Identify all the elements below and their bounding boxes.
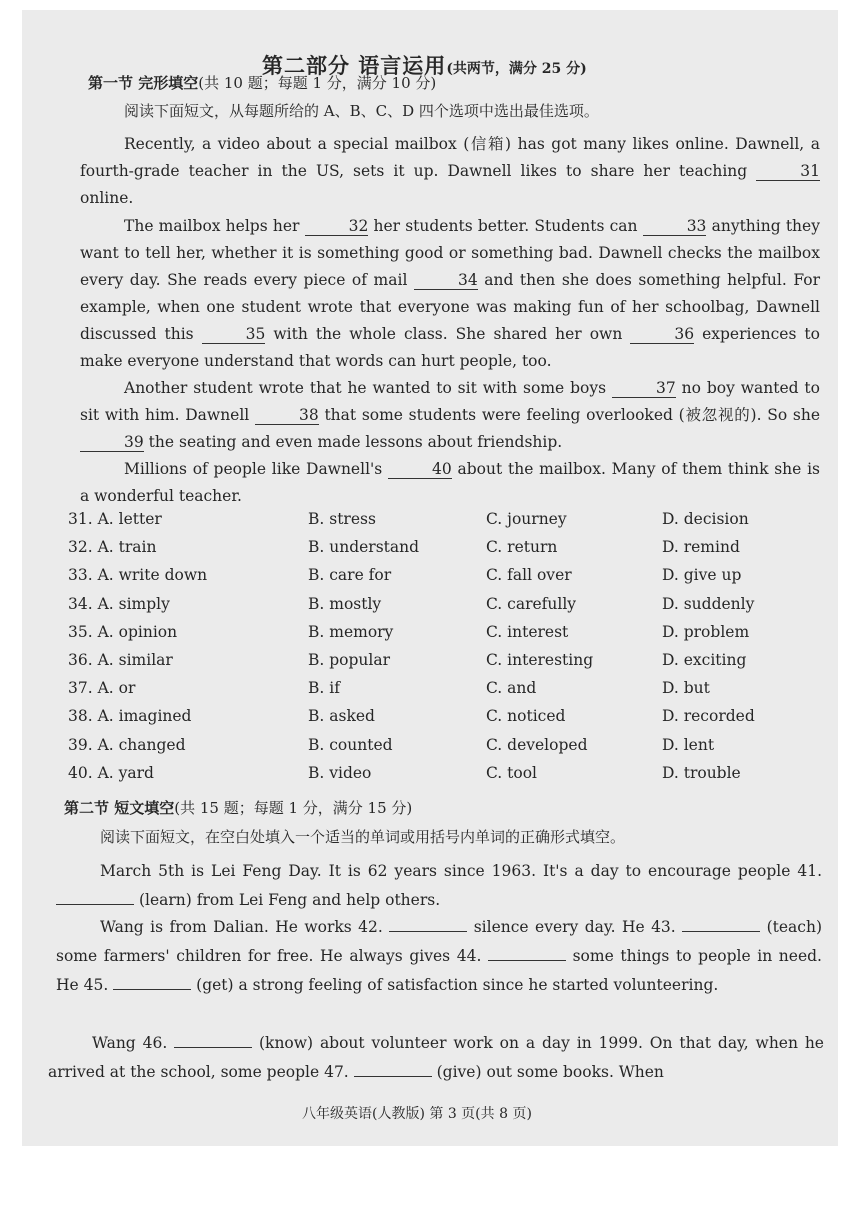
blank-40: 40 (388, 460, 452, 479)
text: The mailbox helps her (124, 217, 300, 235)
section2-paragraph-2 (56, 913, 822, 1000)
option-36-c: C. interesting (486, 651, 594, 669)
option-32-d: D. remind (662, 538, 740, 557)
page-footer: 八年级英语(人教版) 第 3 页(共 8 页) (302, 1106, 532, 1122)
text: Wang 46. (92, 1034, 168, 1052)
blank-36: 36 (630, 325, 694, 344)
option-40-b: B. video (308, 763, 372, 782)
text: (learn) from Lei Feng and help others. (138, 891, 441, 909)
part-title-text: 第二部分 语言运用 (262, 53, 447, 78)
text: her students better. Students can (373, 217, 638, 235)
text: (give) out some books. When (436, 1063, 664, 1081)
blank-45[interactable] (113, 975, 191, 990)
text: silence every day. He 43. (473, 918, 676, 936)
blank-35: 35 (202, 325, 266, 344)
option-37-c: C. and (486, 679, 537, 698)
option-38-d: D. recorded (662, 707, 755, 726)
option-35-d: D. problem (662, 622, 750, 641)
option-31-a: 31. A. letter (68, 510, 162, 528)
option-31-d: D. decision (662, 510, 749, 528)
text: (teach) some farmers' children for free. He always gives 44. (56, 918, 822, 965)
text: Another student wrote that he wanted to sit with some boys (124, 379, 607, 397)
blank-46[interactable] (174, 1033, 252, 1048)
section1-heading (88, 72, 436, 93)
option-39-a: 39. A. changed (68, 735, 186, 754)
text: online. (80, 189, 134, 207)
option-35-c: C. interest (486, 622, 569, 641)
option-40-c: C. tool (486, 763, 538, 782)
blank-42[interactable] (389, 917, 467, 932)
text: anything they want to tell her, whether it is something good or something bad. Dawnell checks the mailbox every day. She reads every piece of mail (80, 217, 820, 289)
blank-44[interactable] (488, 946, 566, 961)
option-36-b: B. popular (308, 651, 391, 669)
text: Millions of people like Dawnell's (124, 460, 383, 478)
option-32-b: B. understand (308, 538, 420, 557)
text: the seating and even made lessons about friendship. (148, 433, 563, 451)
section2-note: (共 15 题；每题 1 分，满分 15 分) (174, 799, 413, 817)
text: (know) about volunteer work on a day in 1999. On that day, when he arrived at the school, some people 47. (48, 1034, 824, 1081)
blank-34: 34 (414, 271, 478, 290)
option-32-c: C. return (486, 538, 558, 557)
blank-41[interactable] (56, 890, 134, 905)
section2-paragraph-3 (48, 1029, 824, 1087)
option-38-b: B. asked (308, 707, 375, 726)
text: 41. (797, 862, 823, 880)
option-34-a: 34. A. simply (68, 594, 170, 613)
option-40-a: 40. A. yard (68, 763, 154, 782)
option-40-d: D. trouble (662, 763, 741, 782)
blank-31: 31 (756, 162, 820, 181)
section2-instruction: 阅读下面短文，在空白处填入一个适当的单词或用括号内单词的正确形式填空。 (100, 828, 626, 846)
option-37-b: B. if (308, 679, 340, 698)
option-33-d: D. give up (662, 566, 742, 585)
passage-paragraph-2 (80, 213, 820, 375)
option-33-b: B. care for (308, 566, 392, 585)
blank-47[interactable] (354, 1062, 432, 1077)
text: (get) a strong feeling of satisfaction since he started volunteering. (196, 976, 719, 994)
option-37-a: 37. A. or (68, 679, 136, 698)
blank-39: 39 (80, 433, 144, 452)
option-39-c: C. developed (486, 735, 588, 754)
text: about the mailbox. Many of them think she is a wonderful teacher. (80, 460, 820, 505)
option-38-a: 38. A. imagined (68, 707, 192, 726)
text: Wang is from Dalian. He works 42. (100, 918, 383, 936)
text: March 5th is Lei Feng Day. It is 62 years since 1963. It's a day to encourage people (100, 862, 791, 880)
section2-paragraph-1 (56, 857, 822, 915)
blank-32: 32 (305, 217, 369, 236)
option-33-a: 33. A. write down (68, 566, 208, 585)
option-35-b: B. memory (308, 622, 394, 641)
blank-33: 33 (643, 217, 707, 236)
section2-heading (64, 797, 412, 818)
section1-instruction: 阅读下面短文，从每题所给的 A、B、C、D 四个选项中选出最佳选项。 (124, 102, 599, 120)
section2-title: 第二节 短文填空 (64, 799, 175, 817)
option-34-d: D. suddenly (662, 594, 755, 613)
text: some things to people in need. He 45. (56, 947, 822, 994)
section1-title: 第一节 完形填空 (88, 74, 199, 92)
text: that some students were feeling overlooked (被忽视的). So she (324, 406, 821, 424)
section1-note: (共 10 题；每题 1 分，满分 10 分) (198, 74, 437, 92)
blank-43[interactable] (682, 917, 760, 932)
option-32-a: 32. A. train (68, 538, 157, 557)
part-note: (共两节，满分 25 分) (446, 61, 587, 77)
option-35-a: 35. A. opinion (68, 622, 178, 641)
option-31-c: C. journey (486, 510, 567, 528)
passage-paragraph-3 (80, 375, 820, 456)
text: Recently, a video about a special mailbox (信箱) has got many likes online. Dawnell, a fourth-grade teacher in the US, sets it up. Dawnell likes to share her teaching (80, 135, 820, 180)
text: and then she does something helpful. For example, when one student wrote that everyone was making fun of her schoolbag, Dawnell discussed this (80, 271, 820, 343)
option-36-a: 36. A. similar (68, 651, 173, 669)
option-33-c: C. fall over (486, 566, 572, 585)
blank-37: 37 (612, 379, 676, 398)
option-36-d: D. exciting (662, 651, 747, 669)
option-37-d: D. but (662, 679, 710, 698)
blank-38: 38 (255, 406, 319, 425)
text: experiences to make everyone understand that words can hurt people, too. (80, 325, 820, 370)
text: no boy wanted to sit with him. Dawnell (80, 379, 820, 424)
passage-paragraph-4 (80, 456, 820, 510)
option-31-b: B. stress (308, 510, 376, 528)
option-39-d: D. lent (662, 735, 715, 754)
option-38-c: C. noticed (486, 707, 566, 726)
option-39-b: B. counted (308, 735, 393, 754)
passage-paragraph-1 (80, 131, 820, 212)
option-34-c: C. carefully (486, 594, 577, 613)
option-34-b: B. mostly (308, 594, 382, 613)
text: with the whole class. She shared her own (273, 325, 623, 343)
